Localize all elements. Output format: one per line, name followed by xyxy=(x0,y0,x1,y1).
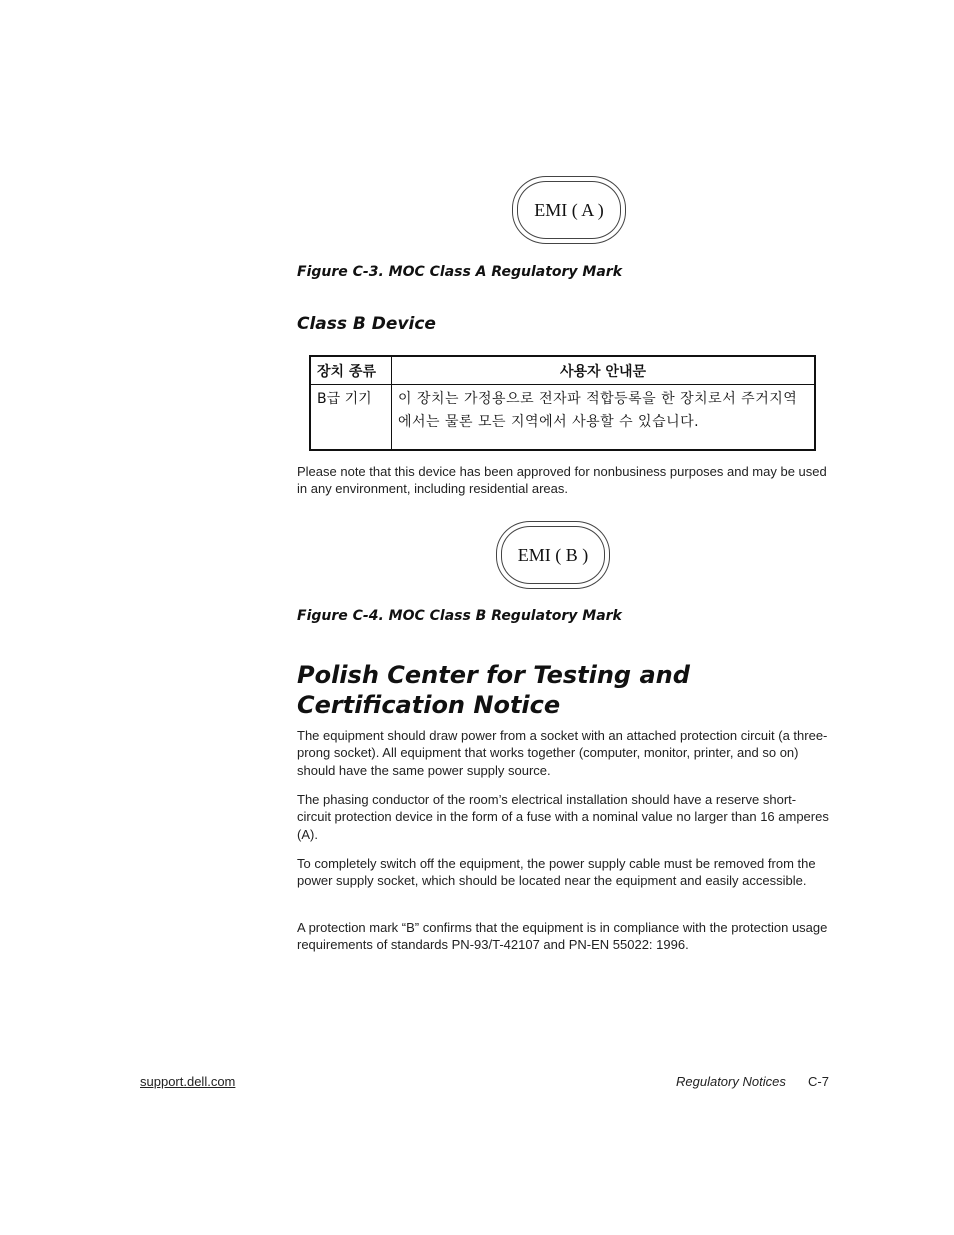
table-cell-class: B급 기기 xyxy=(310,385,392,451)
table-cell-notice: 이 장치는 가정용으로 전자파 적합등록을 한 장치로서 주거지역에서는 물론 모든 지역에서 사용할 수 있습니다. xyxy=(392,385,816,451)
emi-class-a-mark xyxy=(512,176,626,244)
polish-notice-title: Polish Center for Testing and Certification Notice xyxy=(297,661,690,719)
table-row xyxy=(310,385,815,451)
polish-paragraph-1: The equipment should draw power from a socket with an attached protection circuit (a three-prong socket). All equipment that works together (computer, monitor, printer, and so on) should have the same power supply source. xyxy=(297,728,828,778)
class-b-heading: Class B Device xyxy=(297,314,436,334)
support-link[interactable]: support.dell.com xyxy=(140,1074,236,1089)
polish-paragraph-2: The phasing conductor of the room’s electrical installation should have a reserve short-circuit protection device in the form of a fuse with a nominal value no larger than 16 amperes (A). xyxy=(297,792,829,842)
emi-class-b-mark-text: EMI ( B ) xyxy=(517,544,589,565)
emi-class-b-mark xyxy=(496,521,610,589)
emi-class-a-mark-text: EMI ( A ) xyxy=(534,199,604,220)
table-header-row xyxy=(310,356,815,385)
figure-c4-caption: Figure C-4. MOC Class B Regulatory Mark xyxy=(297,608,622,624)
page-number: C-7 xyxy=(808,1074,829,1089)
figure-c3-caption: Figure C-3. MOC Class A Regulatory Mark xyxy=(297,264,623,280)
table-header-device-type: 장치 종류 xyxy=(310,356,392,385)
footer-section-title: Regulatory Notices xyxy=(676,1074,786,1089)
polish-paragraph-3: To completely switch off the equipment, the power supply cable must be removed from the power supply socket, which should be located near the equipment and easily accessible. xyxy=(297,856,816,889)
korean-class-b-table xyxy=(309,355,816,451)
polish-paragraph-4: A protection mark “B” confirms that the equipment is in compliance with the protection usage requirements of standards PN-93/T-42107 and PN-EN 55022: 1996. xyxy=(297,920,828,953)
table-header-user-notice: 사용자 안내문 xyxy=(392,356,816,385)
class-b-note: Please note that this device has been approved for nonbusiness purposes and may be used in any environment, including residential areas. xyxy=(297,464,827,497)
